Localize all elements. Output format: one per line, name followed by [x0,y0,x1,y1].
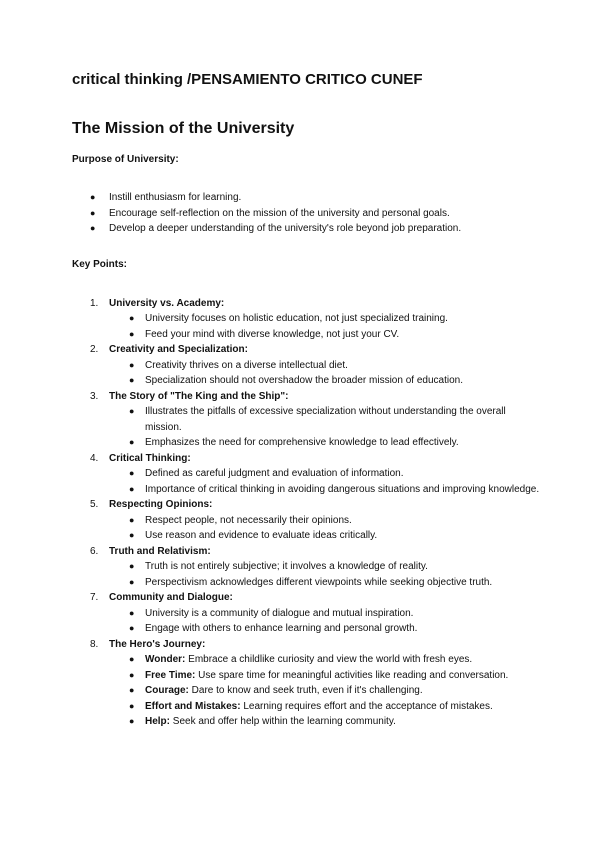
key-point-sublist [109,466,542,497]
bullet-dot-icon: ● [129,685,135,695]
key-point-number: 1. [90,297,99,309]
sub-item [109,621,542,637]
purpose-item: ● Instill enthusiasm for learning. [72,190,542,206]
key-point-title: Community and Dialogue: [109,592,233,603]
key-point-sublist [109,358,542,389]
key-point-item [72,497,542,544]
sub-item-lead: Free Time: [145,669,196,681]
key-point-number: 3. [90,390,99,402]
bullet-dot-icon: ● [129,700,135,711]
sub-item [109,358,542,374]
key-point-sublist [109,652,542,730]
sub-item-text: Respect people, not necessarily their opinions. [145,514,352,526]
key-point-title: Creativity and Specialization: [109,344,248,355]
sub-item-text: University focuses on holistic education, not just specialized training. [145,313,448,324]
sub-item-text: University is a community of dialogue and mutual inspiration. [145,607,414,619]
key-point-number: 2. [90,344,99,355]
sub-item-text: Learning requires effort and the acceptance of mistakes. [240,700,493,712]
sub-item-text: Embrace a childlike curiosity and view the world with fresh eyes. [185,654,473,665]
purpose-label: Purpose of University: [72,154,179,165]
bullet-dot-icon: ● [129,576,135,587]
document-title: critical thinking /PENSAMIENTO CRITICO CUNEF [72,71,423,88]
key-point-item [72,590,542,637]
key-point-title: Critical Thinking: [109,452,191,464]
purpose-item: ● Develop a deeper understanding of the university's role beyond job preparation. [72,221,542,237]
key-point-item [72,544,542,591]
sub-item [109,513,542,529]
sub-item [109,311,542,327]
key-point-title: Truth and Relativism: [109,545,211,557]
key-point-sublist [109,513,542,544]
sub-item-text: Truth is not entirely subjective; it involves a knowledge of reality. [145,561,428,572]
sub-item-text: Dare to know and seek truth, even if it's challenging. [188,685,423,696]
section-title: The Mission of the University [72,120,295,137]
bullet-dot-icon: ● [129,716,135,726]
key-point-number: 7. [90,592,99,603]
sub-item-lead: Effort and Mistakes: [145,700,241,712]
sub-item [109,606,542,622]
sub-item [109,482,542,498]
bullet-dot-icon: ● [129,514,135,525]
bullet-dot-icon: ● [129,561,135,571]
sub-item-text: Defined as careful judgment and evaluation of information. [145,468,404,479]
sub-item-text: Importance of critical thinking in avoiding dangerous situations and improving knowledge. [145,483,540,495]
key-point-sublist [109,559,542,590]
sub-item-text: Illustrates the pitfalls of excessive specialization without understanding the overall mission. [145,406,506,433]
key-point-item [72,296,542,343]
key-point-item [72,637,542,730]
sub-item [109,699,542,715]
sub-item-text: Creativity thrives on a diverse intellectual diet. [145,359,348,371]
bullet-dot-icon: ● [90,207,96,218]
sub-item [109,575,542,591]
bullet-dot-icon: ● [129,406,135,416]
sub-item [109,652,542,668]
sub-item-text: Engage with others to enhance learning and personal growth. [145,623,418,634]
bullet-dot-icon: ● [129,437,135,447]
purpose-list [72,190,542,237]
bullet-dot-icon: ● [129,530,135,540]
sub-item-lead: Courage: [145,685,189,696]
key-point-title: The Story of "The King and the Ship": [109,390,289,402]
sub-item [109,404,542,435]
sub-item [109,373,542,389]
key-points-list [72,296,542,730]
bullet-dot-icon: ● [129,359,135,370]
sub-item [109,714,542,730]
key-point-title: The Hero's Journey: [109,638,206,650]
key-point-sublist [109,606,542,637]
sub-item-text: Perspectivism acknowledges different viewpoints while seeking objective truth. [145,576,493,588]
sub-item-lead: Help: [145,716,170,727]
key-point-number: 5. [90,499,99,510]
bullet-dot-icon: ● [129,669,135,680]
sub-item [109,668,542,684]
sub-item [109,683,542,699]
key-point-sublist [109,311,542,342]
key-points-label: Key Points: [72,258,128,270]
bullet-dot-icon: ● [90,223,96,233]
sub-item [109,528,542,544]
bullet-dot-icon: ● [129,468,135,478]
key-point-title: Respecting Opinions: [109,499,213,510]
sub-item-text: Emphasizes the need for comprehensive knowledge to lead effectively. [145,437,459,448]
bullet-dot-icon: ● [129,375,135,385]
bullet-dot-icon: ● [129,607,135,618]
key-point-number: 8. [90,638,99,650]
key-point-item [72,451,542,498]
sub-item-lead: Wonder: [145,654,186,665]
key-point-item [72,342,542,389]
bullet-dot-icon: ● [129,654,135,664]
sub-item-text: Use reason and evidence to evaluate ideas critically. [145,530,378,541]
key-point-item [72,389,542,451]
bullet-dot-icon: ● [129,483,135,494]
sub-item [109,559,542,575]
sub-item-text: Feed your mind with diverse knowledge, not just your CV. [145,328,400,340]
key-point-sublist [109,404,542,451]
bullet-dot-icon: ● [129,328,135,339]
key-point-title: University vs. Academy: [109,297,225,309]
bullet-dot-icon: ● [129,313,135,323]
document-page [72,70,542,730]
key-point-number: 4. [90,452,99,464]
sub-item [109,466,542,482]
key-point-number: 6. [90,545,99,557]
bullet-dot-icon: ● [90,192,96,202]
sub-item-text: Specialization should not overshadow the broader mission of education. [145,375,463,386]
sub-item-text: Use spare time for meaningful activities like reading and conversation. [195,669,509,681]
purpose-item: ● Encourage self-reflection on the mission of the university and personal goals. [72,206,542,222]
sub-item [109,435,542,451]
bullet-dot-icon: ● [129,623,135,633]
sub-item-text: Seek and offer help within the learning community. [170,716,396,727]
sub-item [109,327,542,343]
